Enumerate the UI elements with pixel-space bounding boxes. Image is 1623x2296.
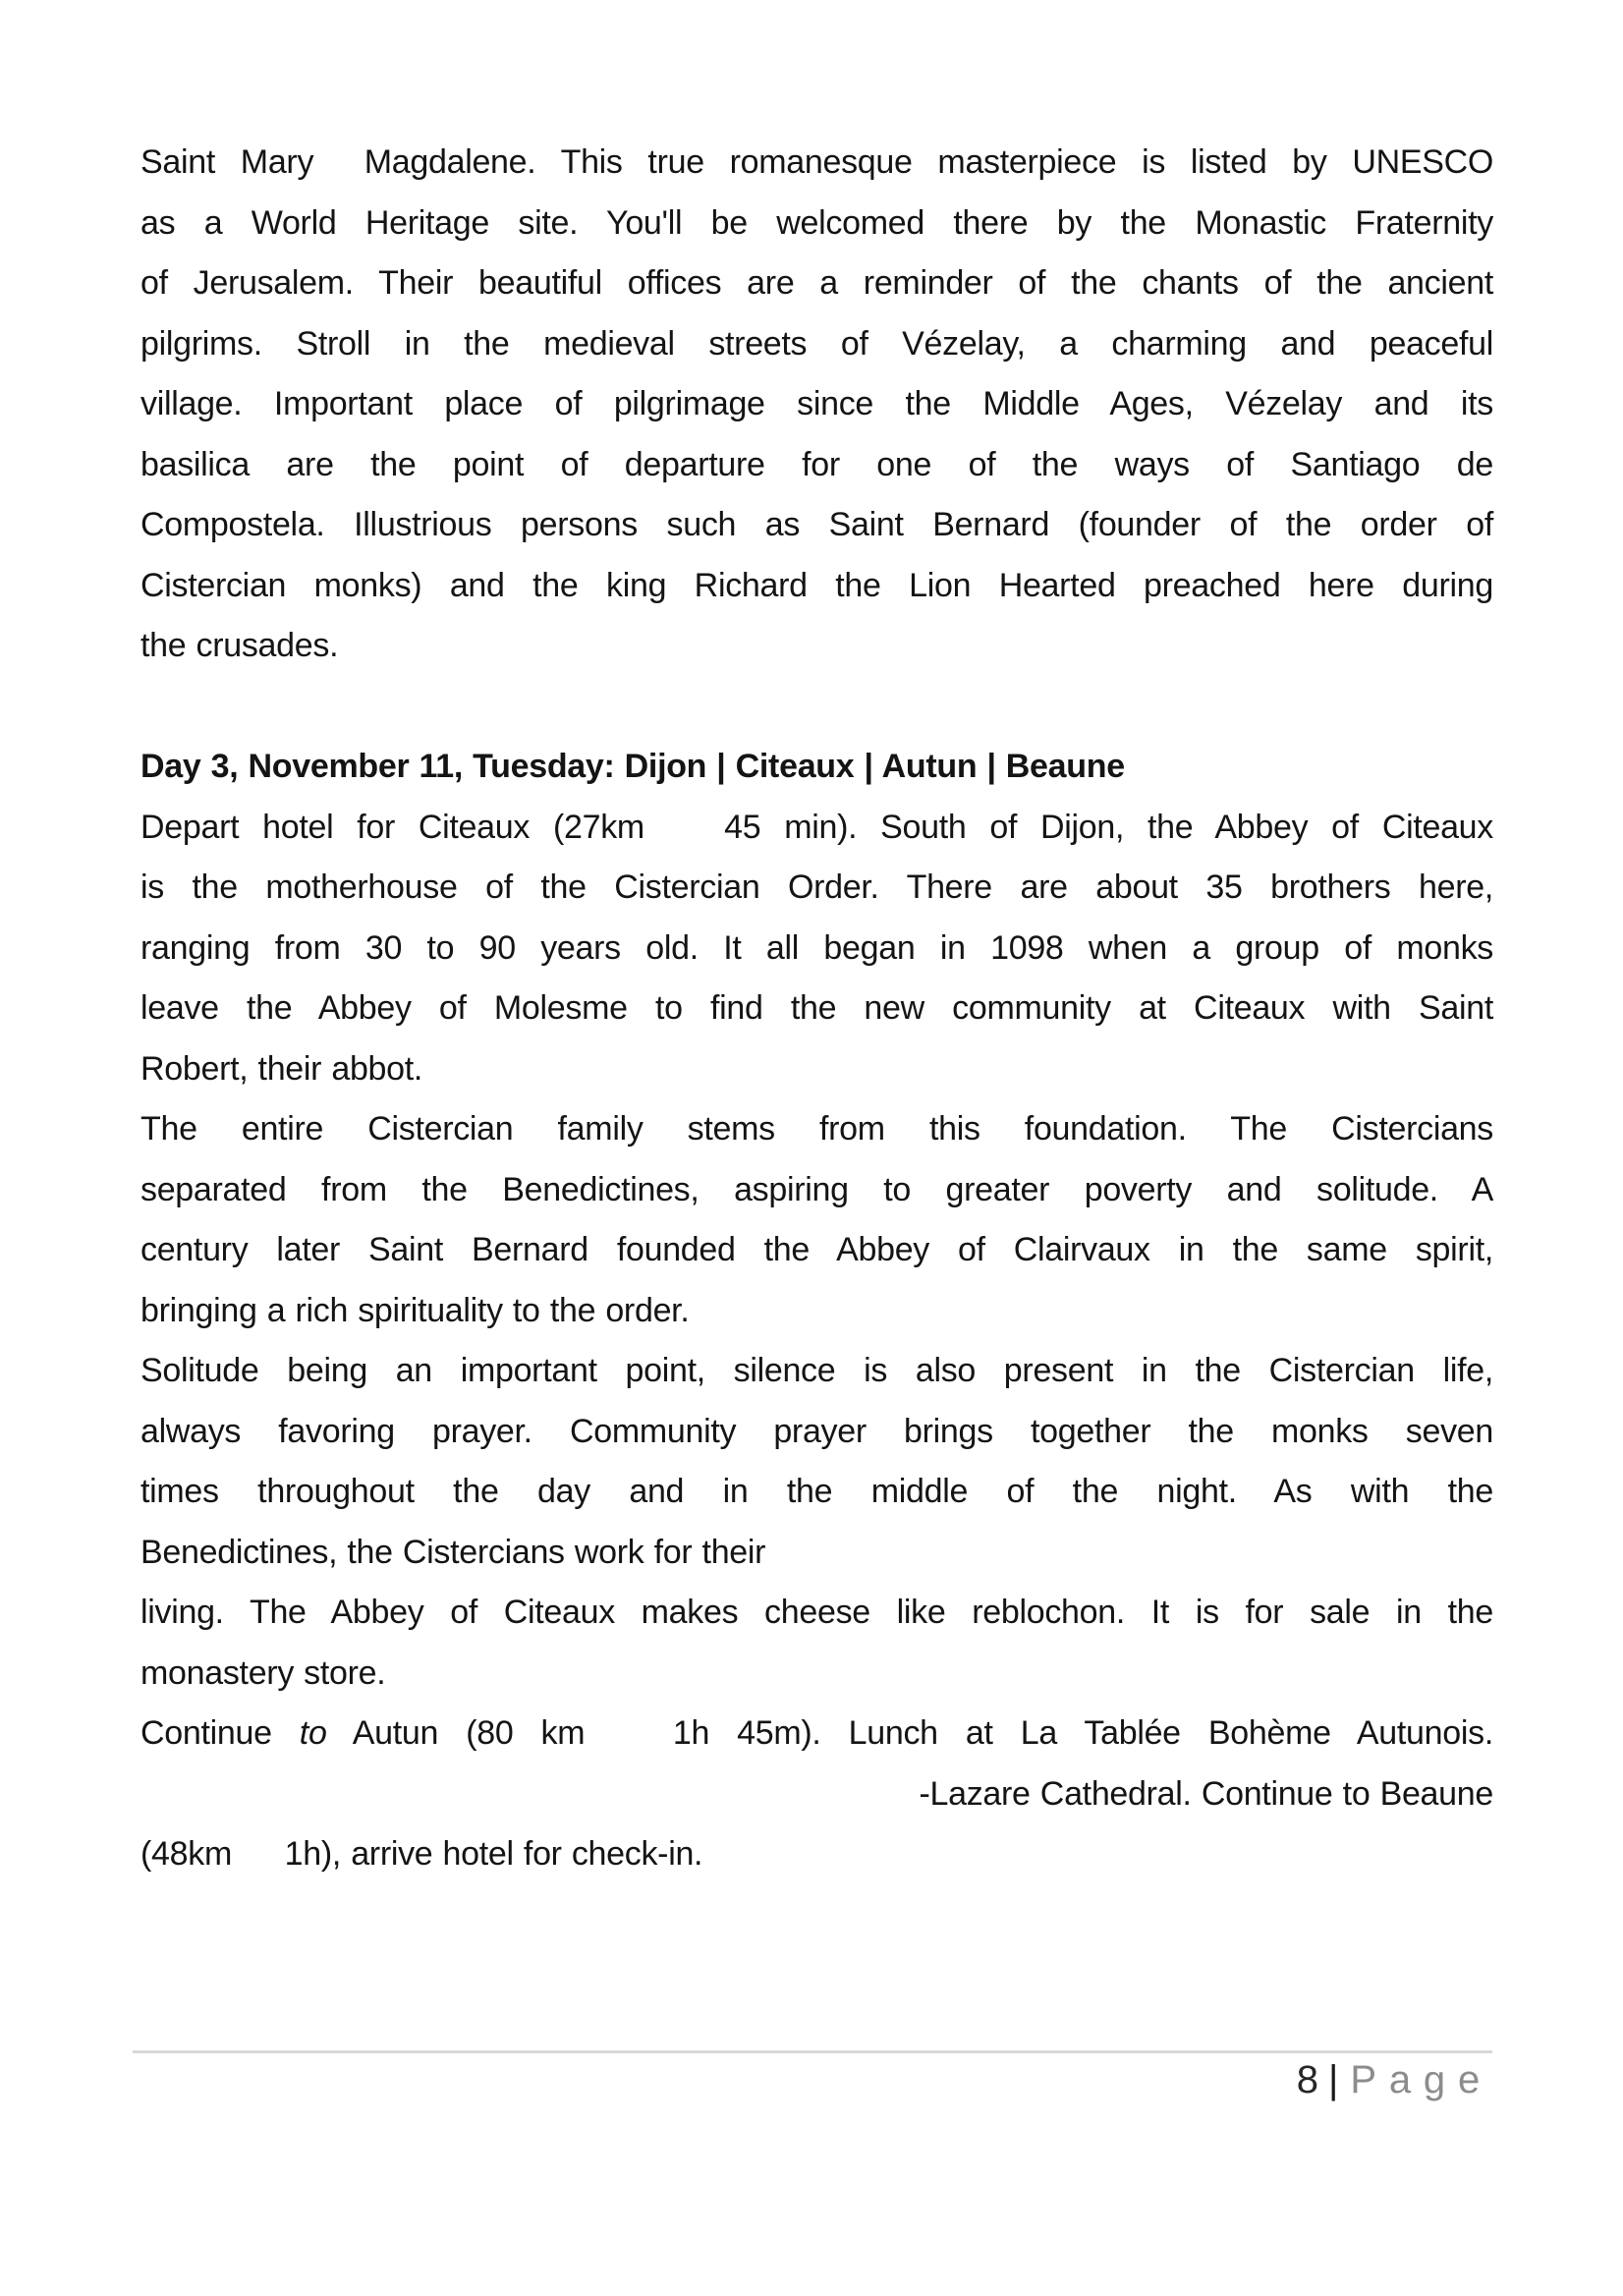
citeaux-paragraph (140, 798, 1493, 1100)
text-line: of Jerusalem. Their beautiful offices are a reminder of the chants of the ancient (140, 264, 1493, 302)
text-line: as a World Heritage site. You'll be welcomed there by the Monastic Fraternity (140, 203, 1493, 242)
footer-divider (133, 2050, 1492, 2053)
text-line: Cistercian monks) and the king Richard the Lion Hearted preached here during (140, 566, 1493, 604)
text-line: monastery store. (140, 1653, 386, 1692)
text-line: pilgrims. Stroll in the medieval streets of Vézelay, a charming and peaceful (140, 324, 1493, 363)
cistercian-family-paragraph (140, 1099, 1493, 1341)
page-content (140, 133, 1493, 1885)
text-line: leave the Abbey of Molesme to find the new community at Citeaux with Saint (140, 989, 1493, 1027)
page-footer (140, 2056, 1492, 2103)
text-line: times throughout the day and in the middle of the night. As with the (140, 1473, 1493, 1510)
vezelay-paragraph (140, 133, 1493, 677)
footer-page-label: Page (1350, 2058, 1492, 2101)
text-line: village. Important place of pilgrimage since the Middle Ages, Vézelay and its (140, 385, 1493, 422)
text-line: Solitude being an important point, silence is also present in the Cistercian life, (140, 1352, 1493, 1389)
text-line: living. The Abbey of Citeaux makes cheese like reblochon. It is for sale in the (140, 1594, 1493, 1631)
text-line: separated from the Benedictines, aspiring to greater poverty and solitude. A (140, 1170, 1493, 1208)
text-line: Depart hotel for Citeaux (27km 45 min). South of Dijon, the Abbey of Citeaux (140, 808, 1493, 846)
text-line: -Lazare Cathedral. Continue to Beaune (919, 1774, 1493, 1813)
page-number: 8 (1296, 2058, 1318, 2101)
text-line: Saint Mary Magdalene. This true romanesque masterpiece is listed by UNESCO (140, 143, 1493, 181)
autun-beaune-paragraph (140, 1704, 1493, 1885)
text-line: basilica are the point of departure for one of the ways of Santiago de (140, 445, 1493, 483)
solitude-paragraph (140, 1341, 1493, 1583)
text-line: century later Saint Bernard founded the Abbey of Clairvaux in the same spirit, (140, 1231, 1493, 1268)
footer-separator: | (1327, 2058, 1339, 2101)
text-line: The entire Cistercian family stems from this foundation. The Cistercians (140, 1110, 1493, 1148)
text-line: ranging from 30 to 90 years old. It all began in 1098 when a group of monks (140, 928, 1493, 967)
text-line: Continue to Autun (80 km 1h 45m). Lunch at La Tablée Bohème Autunois. (140, 1714, 1493, 1752)
text-line: Robert, their abbot. (140, 1049, 423, 1088)
blank-line (140, 677, 1493, 738)
text-line: always favoring prayer. Community prayer brings together the monks seven (140, 1412, 1493, 1450)
text-line: is the motherhouse of the Cistercian Order. There are about 35 brothers here, (140, 868, 1493, 906)
text-line: Compostela. Illustrious persons such as Saint Bernard (founder of the order of (140, 506, 1493, 543)
text-line: bringing a rich spirituality to the order. (140, 1291, 690, 1329)
text-line: the crusades. (140, 627, 339, 664)
text-line: (48km 1h), arrive hotel for check-in. (140, 1835, 703, 1873)
day-3-heading: Day 3, November 11, Tuesday: Dijon | Citeaux | Autun | Beaune (140, 748, 1125, 785)
monastery-store-paragraph (140, 1583, 1493, 1704)
text-line: Benedictines, the Cistercians work for their (140, 1533, 766, 1571)
